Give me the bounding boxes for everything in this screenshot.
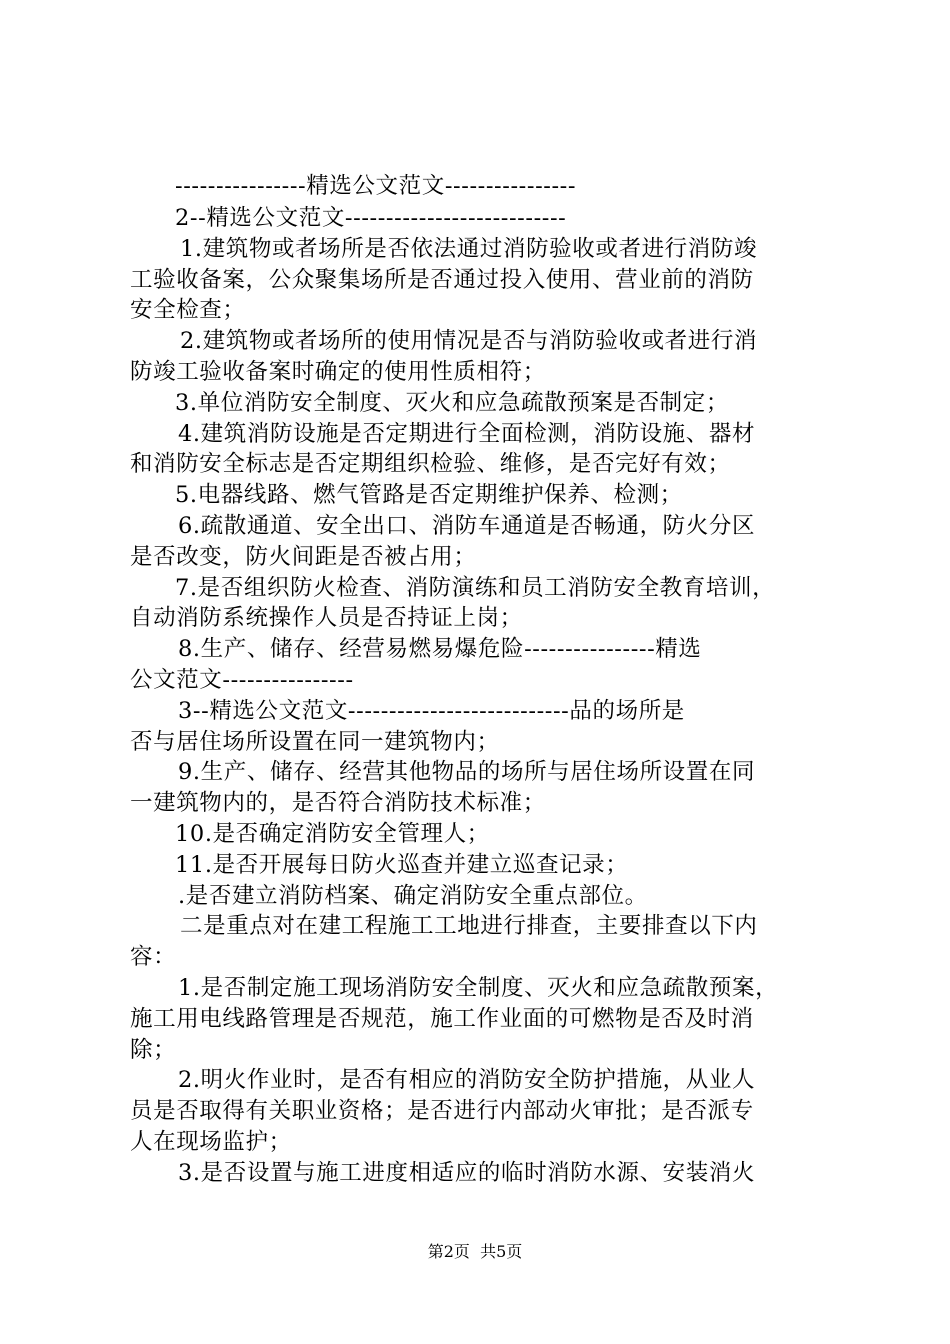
text-line: 安全检查； — [130, 297, 246, 324]
page-marker-line: 2--精选公文范文--------------------------- — [175, 205, 567, 231]
text-line: 人在现场监护； — [130, 1129, 292, 1155]
text-line: 3.是否设置与施工进度相适应的临时消防水源、安装消火 — [178, 1159, 756, 1186]
text-line: 一建筑物内的，是否符合消防技术标准； — [130, 790, 546, 817]
text-line: 工验收备案，公众聚集场所是否通过投入使用、营业前的消防 — [130, 266, 754, 293]
text-line: 和消防安全标志是否定期组织检验、维修，是否完好有效； — [130, 451, 731, 478]
text-line: 二是重点对在建工程施工工地进行排查，主要排查以下内 — [180, 913, 758, 940]
text-line: 施工用电线路管理是否规范，施工作业面的可燃物是否及时消 — [130, 1005, 754, 1032]
text-line: 除； — [130, 1036, 177, 1063]
text-line: 8.生产、储存、经营易燃易爆危险----------------精选 — [178, 636, 702, 663]
text-line: 防竣工验收备案时确定的使用性质相符； — [130, 359, 546, 385]
text-line: 2.明火作业时，是否有相应的消防安全防护措施，从业人 — [178, 1067, 756, 1094]
text-line: 员是否取得有关职业资格；是否进行内部动火审批；是否派专 — [130, 1098, 754, 1125]
text-line: 否与居住场所设置在同一建筑物内； — [130, 728, 500, 755]
text-line: 10.是否确定消防安全管理人； — [175, 821, 490, 847]
page-footer: 第2页 共5页 — [427, 1242, 523, 1261]
text-line: 9.生产、储存、经营其他物品的场所与居住场所设置在同 — [178, 759, 756, 786]
text-line: 是否改变，防火间距是否被占用； — [130, 543, 477, 570]
text-line: 6.疏散通道、安全出口、消防车通道是否畅通，防火分区 — [178, 513, 756, 539]
text-line: 11.是否开展每日防火巡查并建立巡查记录； — [175, 851, 629, 878]
text-line: 1.建筑物或者场所是否依法通过消防验收或者进行消防竣 — [180, 235, 758, 262]
text-line: 公文范文---------------- — [130, 667, 354, 693]
text-line: 1.是否制定施工现场消防安全制度、灭火和应急疏散预案， — [178, 975, 779, 1001]
text-line: 5.电器线路、燃气管路是否定期维护保养、检测； — [175, 482, 683, 509]
text-line: 3.单位消防安全制度、灭火和应急疏散预案是否制定； — [175, 389, 729, 416]
text-line: 容： — [130, 944, 177, 971]
text-line: 7.是否组织防火检查、消防演练和员工消防安全教育培训， — [175, 574, 776, 601]
page-marker-line: 3--精选公文范文---------------------------品的场所是 — [178, 697, 685, 724]
header-separator: ----------------精选公文范文---------------- — [175, 173, 577, 199]
text-line: 4.建筑消防设施是否定期进行全面检测，消防设施、器材 — [178, 420, 756, 447]
text-line: 2.建筑物或者场所的使用情况是否与消防验收或者进行消 — [180, 328, 758, 355]
text-line: 自动消防系统操作人员是否持证上岗； — [130, 605, 523, 632]
text-line: .是否建立消防档案、确定消防安全重点部位。 — [178, 882, 648, 909]
